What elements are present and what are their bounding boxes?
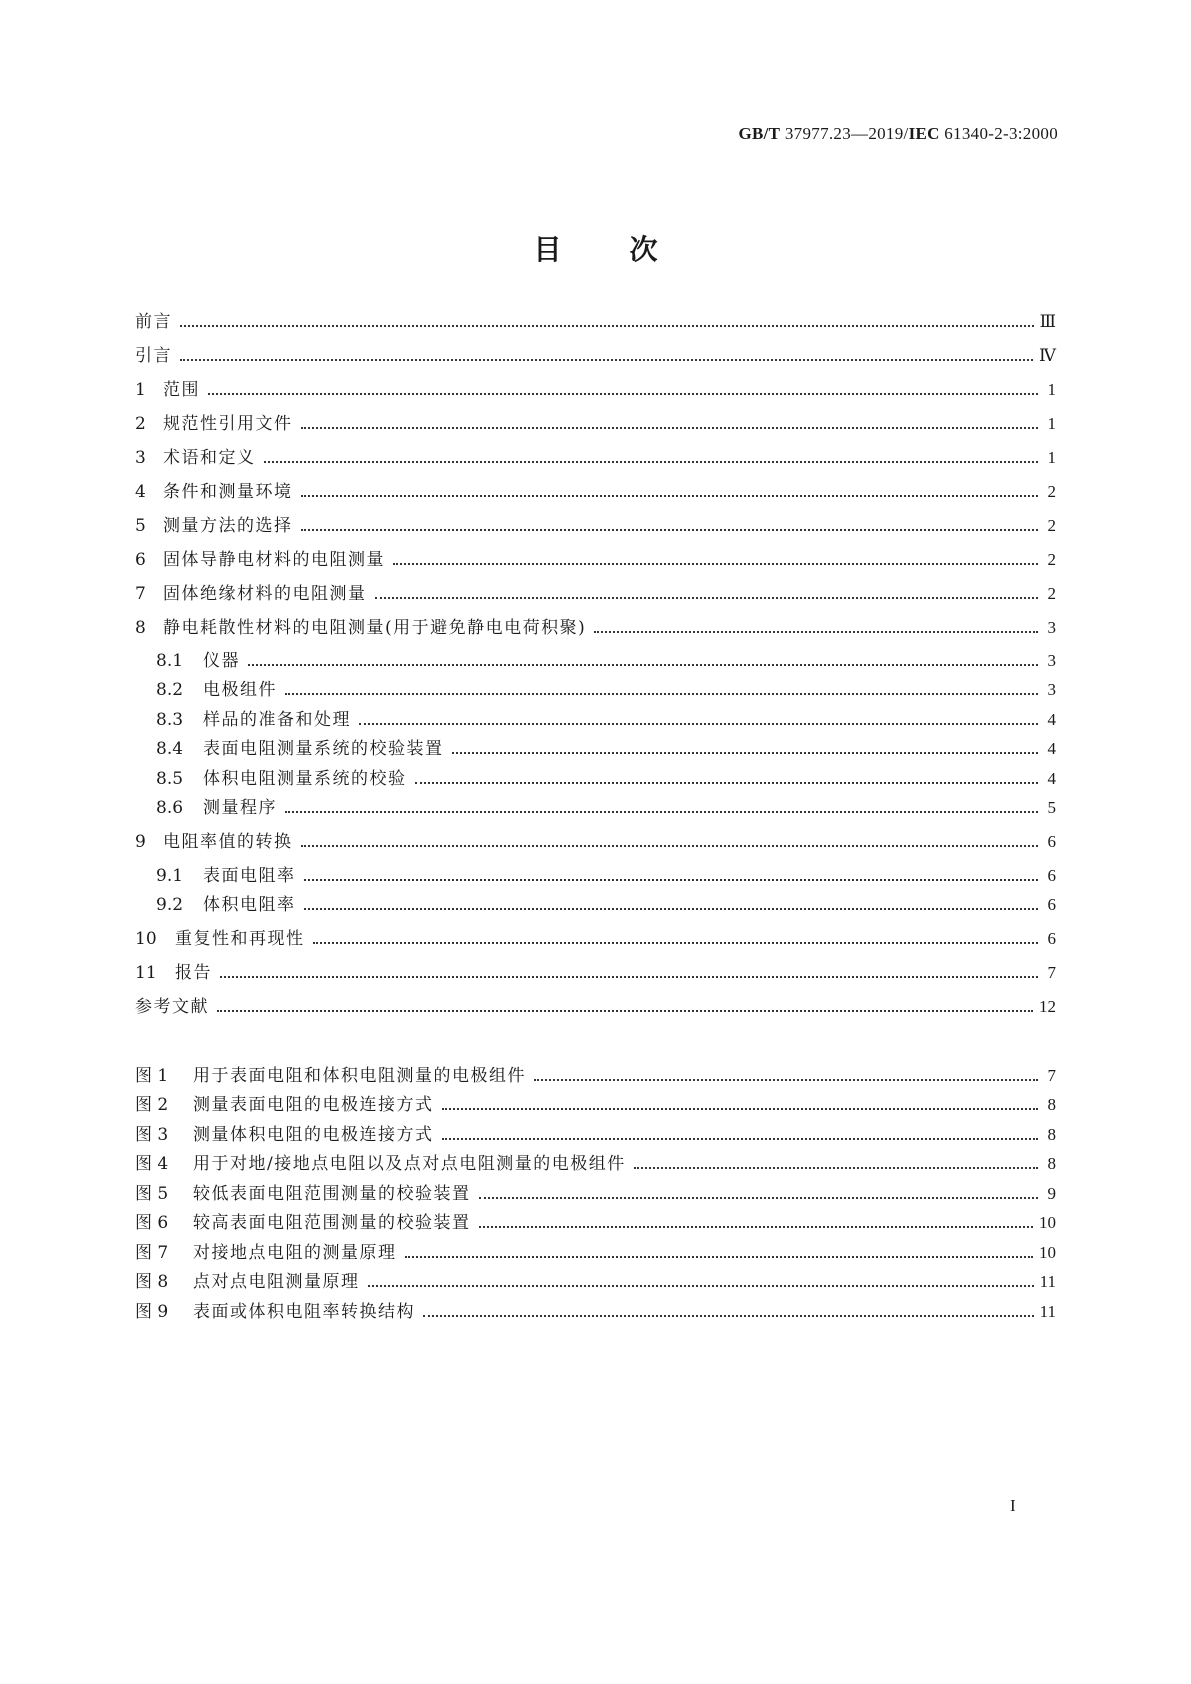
figure-entry-1[interactable] <box>135 1061 1056 1087</box>
figure-entry-page: 10 <box>1039 1213 1056 1232</box>
toc-entry-page: 2 <box>1047 584 1056 603</box>
toc-entry-text: 表面电阻测量系统的校验装置 <box>203 739 444 759</box>
toc-entry-number: 8.2 <box>156 680 184 700</box>
page-number: I <box>1010 1496 1016 1515</box>
toc-entry-text: 体积电阻测量系统的校验 <box>203 769 407 789</box>
toc-entry-5[interactable] <box>135 511 1056 537</box>
toc-entry-page: 2 <box>1047 516 1056 535</box>
toc-entry-number: 9 <box>135 832 146 852</box>
toc-entry-page: 1 <box>1047 380 1056 399</box>
figure-entry-3[interactable] <box>135 1120 1056 1146</box>
toc-entry-11[interactable] <box>135 958 1056 984</box>
toc-leader-dots <box>248 650 1038 672</box>
toc-entry-page: 4 <box>1047 769 1056 788</box>
toc-entry-number: 4 <box>135 482 146 502</box>
toc-leader-dots <box>534 1065 1038 1087</box>
toc-entry-number: 9.2 <box>156 895 184 915</box>
figure-entry-page: 8 <box>1047 1125 1056 1144</box>
toc-leader-dots <box>368 1271 1034 1293</box>
toc-entry-text: 报告 <box>175 963 212 983</box>
toc-entry-page: 3 <box>1047 651 1056 670</box>
toc-entry-page: 3 <box>1047 618 1056 637</box>
toc-leader-dots <box>301 481 1039 503</box>
toc-leader-dots <box>594 617 1038 639</box>
toc-entry-page: 4 <box>1047 739 1056 758</box>
toc-entry-preface[interactable] <box>135 307 1056 333</box>
toc-entry-introduction[interactable] <box>135 341 1056 367</box>
toc-leader-dots <box>313 928 1039 950</box>
toc-leader-dots <box>304 894 1039 916</box>
toc-entry-page: 2 <box>1047 550 1056 569</box>
toc-leader-dots <box>442 1124 1039 1146</box>
toc-leader-dots <box>217 996 1033 1018</box>
figure-entry-page: 11 <box>1039 1272 1056 1291</box>
toc-leader-dots <box>452 738 1039 760</box>
toc-entry-9-1[interactable] <box>156 861 1056 887</box>
toc-leader-dots <box>285 797 1038 819</box>
figure-entry-text: 表面或体积电阻率转换结构 <box>193 1302 415 1322</box>
toc-leader-dots <box>479 1183 1039 1205</box>
figure-entry-text: 测量体积电阻的电极连接方式 <box>193 1125 434 1145</box>
toc-entry-text: 测量方法的选择 <box>163 516 293 536</box>
toc-entry-text: 前言 <box>135 312 172 332</box>
toc-entry-number: 11 <box>135 963 157 983</box>
toc-entry-page: 4 <box>1047 710 1056 729</box>
toc-leader-dots <box>220 962 1038 984</box>
toc-entry-text: 静电耗散性材料的电阻测量(用于避免静电电荷积聚) <box>163 618 587 638</box>
toc-leader-dots <box>405 1242 1034 1264</box>
figure-entry-text: 较低表面电阻范围测量的校验装置 <box>193 1184 471 1204</box>
figure-entry-text: 用于表面电阻和体积电阻测量的电极组件 <box>193 1066 526 1086</box>
toc-entry-text: 样品的准备和处理 <box>203 710 351 730</box>
toc-leader-dots <box>301 515 1039 537</box>
toc-entry-number: 8.6 <box>156 798 184 818</box>
toc-entry-page: 6 <box>1047 895 1056 914</box>
toc-entry-page: 6 <box>1047 832 1056 851</box>
toc-entry-number: 7 <box>135 584 146 604</box>
figure-entry-number: 图 6 <box>135 1213 169 1233</box>
toc-entry-text: 体积电阻率 <box>203 895 296 915</box>
standard-code-iec-number: 61340-2-3:2000 <box>939 124 1058 143</box>
toc-entry-page: 1 <box>1047 414 1056 433</box>
toc-leader-dots <box>479 1212 1034 1234</box>
figure-entry-number: 图 9 <box>135 1302 169 1322</box>
toc-leader-dots <box>415 768 1039 790</box>
figure-entry-8[interactable] <box>135 1267 1056 1293</box>
page-title-char-2: 次 <box>629 233 658 266</box>
standard-code-prefix: GB/T <box>738 124 781 143</box>
page-title <box>0 228 1191 268</box>
toc-entry-text: 参考文献 <box>135 997 209 1017</box>
toc-entry-text: 固体绝缘材料的电阻测量 <box>163 584 367 604</box>
toc-entry-9-2[interactable] <box>156 890 1056 916</box>
toc-entry-4[interactable] <box>135 477 1056 503</box>
toc-entry-8-6[interactable] <box>156 793 1056 819</box>
toc-entry-number: 2 <box>135 414 146 434</box>
toc-entry-3[interactable] <box>135 443 1056 469</box>
figure-entry-number: 图 2 <box>135 1095 169 1115</box>
figure-entry-5[interactable] <box>135 1179 1056 1205</box>
toc-leader-dots <box>393 549 1038 571</box>
toc-entry-page: 1 <box>1047 448 1056 467</box>
toc-leader-dots <box>375 583 1039 605</box>
figure-entry-6[interactable] <box>135 1208 1056 1234</box>
standard-code-number: 37977.23—2019/ <box>780 124 909 143</box>
toc-leader-dots <box>208 379 1038 401</box>
toc-entry-text: 引言 <box>135 346 172 366</box>
toc-entry-page: 6 <box>1047 866 1056 885</box>
toc-entry-page: 7 <box>1047 963 1056 982</box>
toc-entry-number: 9.1 <box>156 866 184 886</box>
toc-entry-8-2[interactable] <box>156 675 1056 701</box>
page-title-char-1: 目 <box>533 233 562 266</box>
toc-entry-9[interactable] <box>135 827 1056 853</box>
figure-entry-number: 图 4 <box>135 1154 169 1174</box>
toc-entry-page: 6 <box>1047 929 1056 948</box>
toc-entry-8[interactable] <box>135 613 1056 639</box>
figure-entry-2[interactable] <box>135 1090 1056 1116</box>
toc-entry-number: 8.4 <box>156 739 184 759</box>
toc-entry-number: 5 <box>135 516 146 536</box>
toc-leader-dots <box>180 345 1033 367</box>
toc-entry-text: 范围 <box>163 380 200 400</box>
toc-leader-dots <box>423 1301 1034 1323</box>
toc-entry-number: 8.1 <box>156 651 184 671</box>
toc-entry-8-5[interactable] <box>156 764 1056 790</box>
toc-entry-number: 1 <box>135 380 146 400</box>
toc-entry-8-1[interactable] <box>156 646 1056 672</box>
figure-entry-number: 图 3 <box>135 1125 169 1145</box>
figure-entry-text: 对接地点电阻的测量原理 <box>193 1243 397 1263</box>
figure-entry-4[interactable] <box>135 1149 1056 1175</box>
figure-entry-9[interactable] <box>135 1297 1056 1323</box>
figure-entry-text: 点对点电阻测量原理 <box>193 1272 360 1292</box>
toc-entry-text: 仪器 <box>203 651 240 671</box>
figure-entry-7[interactable] <box>135 1238 1056 1264</box>
toc-entry-text: 术语和定义 <box>163 448 256 468</box>
toc-entry-page: 2 <box>1047 482 1056 501</box>
toc-entry-page: 5 <box>1047 798 1056 817</box>
toc-entry-1[interactable] <box>135 375 1056 401</box>
figure-entry-text: 测量表面电阻的电极连接方式 <box>193 1095 434 1115</box>
figure-entry-number: 图 8 <box>135 1272 169 1292</box>
toc-entry-text: 规范性引用文件 <box>163 414 293 434</box>
figure-entry-number: 图 7 <box>135 1243 169 1263</box>
toc-leader-dots <box>180 311 1034 333</box>
figure-entry-text: 用于对地/接地点电阻以及点对点电阻测量的电极组件 <box>193 1154 626 1174</box>
toc-entry-number: 8.5 <box>156 769 184 789</box>
toc-entry-page: Ⅳ <box>1039 346 1056 365</box>
toc-entry-8-4[interactable] <box>156 734 1056 760</box>
standard-code-iec: IEC <box>908 124 940 143</box>
toc-entry-10[interactable] <box>135 924 1056 950</box>
toc-entry-text: 固体导静电材料的电阻测量 <box>163 550 385 570</box>
toc-entry-2[interactable] <box>135 409 1056 435</box>
standard-code <box>739 124 1059 144</box>
figure-entry-number: 图 1 <box>135 1066 169 1086</box>
toc-entry-6[interactable] <box>135 545 1056 571</box>
toc-entry-text: 条件和测量环境 <box>163 482 293 502</box>
toc-entry-number: 8 <box>135 618 146 638</box>
figure-entry-number: 图 5 <box>135 1184 169 1204</box>
figure-entry-page: 10 <box>1039 1243 1056 1262</box>
toc-leader-dots <box>264 447 1039 469</box>
figure-entry-page: 11 <box>1039 1302 1056 1321</box>
figure-entry-text: 较高表面电阻范围测量的校验装置 <box>193 1213 471 1233</box>
toc-entry-7[interactable] <box>135 579 1056 605</box>
toc-entry-page: Ⅲ <box>1039 312 1056 331</box>
toc-entry-8-3[interactable] <box>156 705 1056 731</box>
toc-entry-page: 3 <box>1047 680 1056 699</box>
figure-entry-page: 9 <box>1047 1184 1056 1203</box>
toc-entry-number: 10 <box>135 929 157 949</box>
figure-entry-page: 8 <box>1047 1154 1056 1173</box>
toc-entry-bibliography[interactable] <box>135 992 1056 1018</box>
toc-leader-dots <box>301 413 1039 435</box>
toc-entry-text: 电阻率值的转换 <box>163 832 293 852</box>
toc-entry-text: 电极组件 <box>203 680 277 700</box>
toc-entry-number: 8.3 <box>156 710 184 730</box>
figure-entry-page: 7 <box>1047 1066 1056 1085</box>
toc-entry-page: 12 <box>1039 997 1056 1016</box>
toc-leader-dots <box>442 1094 1039 1116</box>
toc-leader-dots <box>301 831 1039 853</box>
toc-entry-number: 6 <box>135 550 146 570</box>
toc-leader-dots <box>634 1153 1038 1175</box>
toc-leader-dots <box>285 679 1038 701</box>
toc-entry-text: 重复性和再现性 <box>175 929 305 949</box>
toc-entry-text: 表面电阻率 <box>203 866 296 886</box>
toc-leader-dots <box>304 865 1039 887</box>
toc-entry-text: 测量程序 <box>203 798 277 818</box>
toc-entry-number: 3 <box>135 448 146 468</box>
toc-leader-dots <box>359 709 1038 731</box>
figure-entry-page: 8 <box>1047 1095 1056 1114</box>
